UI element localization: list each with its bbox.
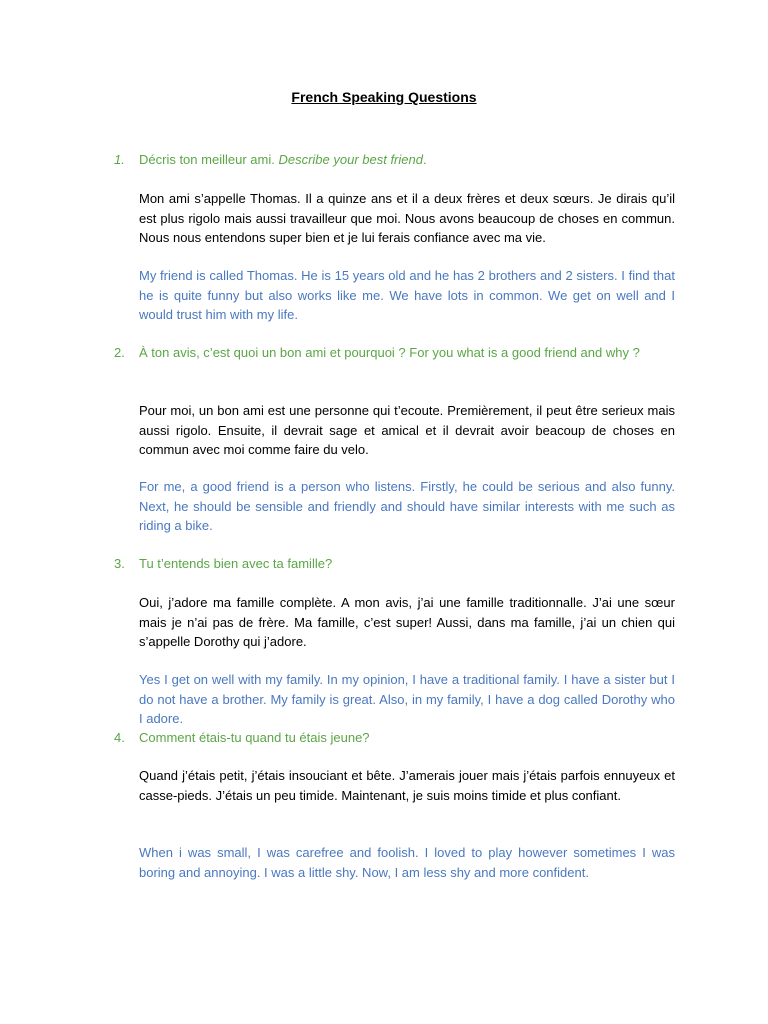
question-number: 3. [114,556,125,571]
answer-english-1: My friend is called Thomas. He is 15 years old and he has 2 brothers and 2 sisters. I find that he is quite funny but also works like me. We have lots in common. We get on well and I would trust him with my life. [139,268,675,322]
question-3 [114,554,676,574]
question-fr: Décris ton meilleur ami. [139,152,275,167]
answer-french-3: Oui, j’adore ma famille complète. A mon avis, j’ai une famille traditionnalle. J’ai une sœur mais je n’ai pas de frère. Ma famille, c’est super! Aussi, dans ma famille, j’ai un chien qui s’appelle Dorothy qui j’adore. [139,595,675,649]
question-number: 2. [114,345,125,360]
question-4 [114,728,676,748]
question-number: 1. [114,152,125,167]
question-period: . [422,152,427,167]
answer-french-4: Quand j’étais petit, j’étais insouciant et bête. J’amerais jouer mais j’étais parfois ennuyeux et casse-pieds. J’étais un peu timide. Maintenant, je suis moins timide et plus confiant. [139,768,675,803]
question-en: Describe your best friend [278,152,423,167]
question-number: 4. [114,730,125,745]
question-1 [114,150,676,170]
question-text: À ton avis, c’est quoi un bon ami et pourquoi ? For you what is a good friend and why ? [139,345,640,360]
answer-english-2: For me, a good friend is a person who listens. Firstly, he could be serious and also funny. Next, he should be sensible and friendly and should have similar interests with me such as riding a bike. [139,479,675,533]
answer-french-1: Mon ami s’appelle Thomas. Il a quinze ans et il a deux frères et deux sœurs. Je dirais qu’il est plus rigolo mais aussi travailleur que moi. Nous avons beaucoup de choses en commun. Nous nous entendons super bien et je lui ferais confiance avec ma vie. [139,191,675,245]
question-2 [114,343,676,363]
question-text [139,150,676,170]
question-text: Comment étais-tu quand tu étais jeune? [139,730,370,745]
answer-french-2: Pour moi, un bon ami est une personne qui t’ecoute. Premièrement, il peut être serieux mais aussi rigolo. Ensuite, il devrait sage et amical et il devrait avoir beacoup de choses en commun avec moi comme faire du velo. [139,403,675,457]
page-title: French Speaking Questions [291,89,477,105]
answer-english-4: When i was small, I was carefree and foolish. I loved to play however sometimes I was boring and annoying. I was a little shy. Now, I am less shy and more confident. [139,845,675,880]
answer-english-3: Yes I get on well with my family. In my opinion, I have a traditional family. I have a sister but I do not have a brother. My family is great. Also, in my family, I have a dog called Dorothy who I adore. [139,672,675,726]
question-text: Tu t’entends bien avec ta famille? [139,556,333,571]
